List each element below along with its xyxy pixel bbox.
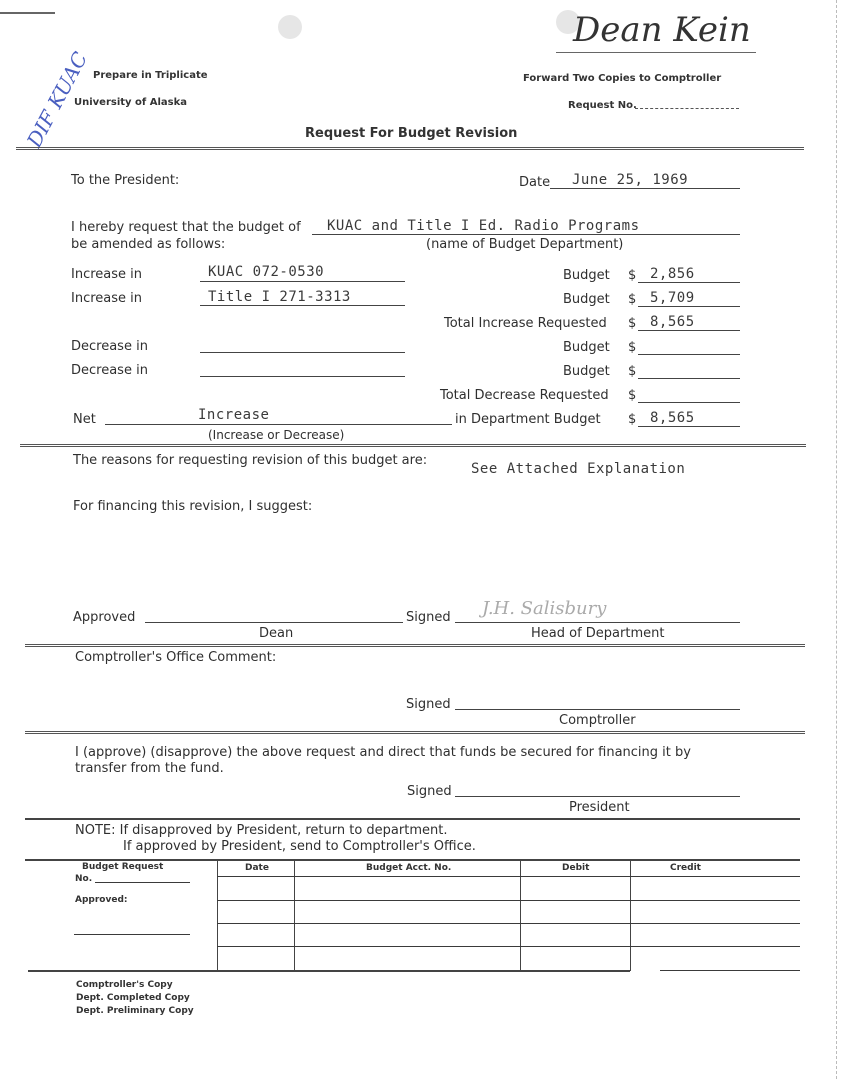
budget-request-label: Budget Request — [82, 862, 164, 872]
net-caption: (Increase or Decrease) — [208, 428, 345, 442]
signed-president-field[interactable] — [455, 780, 740, 797]
table-row-line-4 — [217, 946, 800, 947]
dean-caption: Dean — [259, 626, 294, 641]
net-amount: 8,565 — [650, 410, 695, 426]
table-approved-line — [74, 934, 190, 935]
head-signature: J.H. Salisbury — [482, 598, 607, 619]
net-divider — [20, 444, 806, 447]
total-increase-amount: 8,565 — [650, 314, 695, 330]
decrease-label-2: Decrease in — [71, 363, 148, 378]
note-divider — [25, 859, 800, 861]
amended-label: be amended as follows: — [71, 237, 226, 252]
to-president: To the President: — [71, 173, 180, 188]
department-value: KUAC and Title I Ed. Radio Programs — [327, 218, 640, 234]
approved-label: Approved — [73, 610, 136, 625]
increase-budget-label-1: Budget — [563, 268, 610, 283]
signed-label-comptroller: Signed — [406, 697, 451, 712]
note-line-1: NOTE: If disapproved by President, return to department. — [75, 823, 448, 838]
increase-label-1: Increase in — [71, 267, 142, 282]
note-line-2: If approved by President, send to Comptroller's Office. — [123, 839, 476, 854]
title-divider — [16, 147, 804, 150]
president-text-2: transfer from the fund. — [75, 761, 224, 776]
header-signature: Dean Kein — [573, 10, 751, 50]
signed-label-president: Signed — [407, 784, 452, 799]
increase-amount-1: 2,856 — [650, 266, 695, 282]
table-row-line-1 — [217, 876, 800, 877]
form-title: Request For Budget Revision — [305, 126, 518, 141]
decrease-budget-label-1: Budget — [563, 340, 610, 355]
university-name: University of Alaska — [74, 97, 188, 108]
comptroller-divider — [25, 731, 805, 734]
net-currency: $ — [628, 412, 637, 427]
net-label: Net — [73, 412, 96, 427]
department-caption: (name of Budget Department) — [426, 237, 624, 252]
net-value: Increase — [198, 407, 270, 423]
date-label: Date — [519, 175, 551, 190]
request-no-label: Request No. — [568, 100, 637, 111]
increase-currency-2: $ — [628, 292, 637, 307]
approval-divider — [25, 644, 805, 647]
decrease-account-field-1[interactable] — [200, 336, 405, 353]
header-date: Date — [245, 863, 269, 873]
table-credit-bottom — [660, 970, 800, 971]
decrease-budget-label-2: Budget — [563, 364, 610, 379]
decrease-currency-1: $ — [628, 340, 637, 355]
increase-amount-2: 5,709 — [650, 290, 695, 306]
decrease-amount-field-1[interactable] — [638, 338, 740, 355]
total-decrease-label: Total Decrease Requested — [440, 388, 609, 403]
approved-dean-field[interactable] — [145, 606, 403, 623]
increase-account-1: KUAC 072-0530 — [208, 264, 325, 280]
decrease-account-field-2[interactable] — [200, 360, 405, 377]
top-edge — [0, 12, 55, 14]
reasons-value: See Attached Explanation — [471, 461, 686, 477]
comptroller-caption: Comptroller — [559, 713, 636, 728]
copy-1: Comptroller's Copy — [76, 980, 173, 990]
decrease-currency-2: $ — [628, 364, 637, 379]
signed-label-head: Signed — [406, 610, 451, 625]
signed-comptroller-field[interactable] — [455, 693, 740, 710]
net-field[interactable] — [105, 408, 452, 425]
head-caption: Head of Department — [531, 626, 665, 641]
increase-account-2: Title I 271-3313 — [208, 289, 351, 305]
table-approved-label: Approved: — [75, 895, 128, 905]
table-row-line-2 — [217, 900, 800, 901]
budget-request-no-label: No. — [75, 874, 93, 884]
president-caption: President — [569, 800, 630, 815]
president-text-1: I (approve) (disapprove) the above request and direct that funds be secured for financing it by — [75, 745, 691, 760]
margin-note: DIF KUAC — [22, 47, 93, 152]
financing-label: For financing this revision, I suggest: — [73, 499, 313, 514]
president-divider — [25, 818, 800, 820]
comptroller-comment-label: Comptroller's Office Comment: — [75, 650, 277, 665]
decrease-label-1: Decrease in — [71, 339, 148, 354]
increase-label-2: Increase in — [71, 291, 142, 306]
increase-currency-1: $ — [628, 268, 637, 283]
header-acct: Budget Acct. No. — [366, 863, 452, 873]
increase-budget-label-2: Budget — [563, 292, 610, 307]
request-no-line — [635, 108, 739, 109]
signature-underline — [556, 52, 756, 53]
copy-2: Dept. Completed Copy — [76, 993, 190, 1003]
table-bottom-line — [28, 970, 630, 972]
reasons-label: The reasons for requesting revision of this budget are: — [73, 453, 428, 468]
budget-request-no-line — [95, 882, 190, 883]
net-suffix: in Department Budget — [455, 412, 601, 427]
punch-hole-left — [278, 15, 302, 39]
header-debit: Debit — [562, 863, 590, 873]
page-edge — [836, 0, 837, 1079]
total-decrease-field[interactable] — [638, 386, 740, 403]
total-decrease-currency: $ — [628, 388, 637, 403]
table-row-line-3 — [217, 923, 800, 924]
date-value: June 25, 1969 — [572, 172, 689, 188]
forward-note: Forward Two Copies to Comptroller — [523, 73, 722, 84]
total-increase-currency: $ — [628, 316, 637, 331]
prepare-note: Prepare in Triplicate — [93, 70, 208, 81]
decrease-amount-field-2[interactable] — [638, 362, 740, 379]
copy-3: Dept. Preliminary Copy — [76, 1006, 194, 1016]
header-credit: Credit — [670, 863, 701, 873]
request-intro: I hereby request that the budget of — [71, 220, 301, 235]
total-increase-label: Total Increase Requested — [444, 316, 607, 331]
